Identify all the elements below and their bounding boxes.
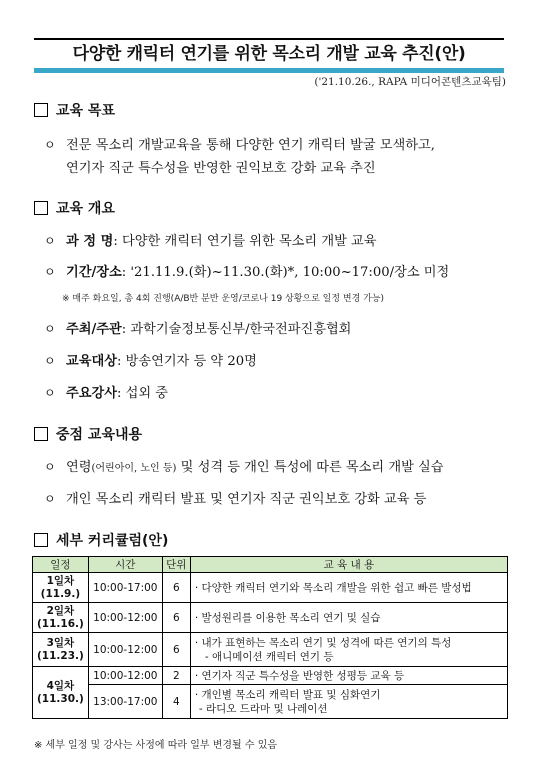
unit-cell: 6 [162,603,190,633]
content-text-1-small: (어린아이, 노인 등) [91,463,177,474]
unit-cell: 6 [162,633,190,667]
content-text-1b: 및 성격 등 개인 특성에 따른 목소리 개발 실습 [176,460,444,475]
header-unit: 단위 [162,557,190,573]
checkbox-square-icon [34,427,48,441]
unit-cell: 4 [162,685,190,719]
ring-bullet-icon: ㅇ [44,234,56,248]
table-row [33,685,508,719]
period-note: ※ 매주 화요일, 총 4회 진행(A/B반 분반 운영/코로나 19 상황으로 일정 변경 가능) [62,294,385,304]
goal-line-2 [66,156,536,182]
header-day: 일정 [33,557,89,573]
table-row [33,603,508,633]
section-heading-label: 세부 커리큘럼(안) [56,533,169,549]
day-date: (11.23.) [37,649,84,662]
unit-cell: 6 [162,573,190,603]
goal-line-1 [44,132,514,159]
content-text-1a: 연령 [66,460,92,475]
org-label: 주최/주관 [66,322,122,337]
footnote: ※ 세부 일정 및 강사는 사정에 따라 일부 변경될 수 있음 [34,740,278,751]
header-time: 시간 [88,557,162,573]
time-cell: 10:00-12:00 [88,603,162,633]
time-cell: 10:00-12:00 [88,667,162,685]
table-row [33,633,508,667]
content-line-1 [44,454,514,482]
day-label: 1일차 [46,574,75,587]
period-label: 기간/장소 [66,265,122,280]
day-cell [33,667,89,719]
ring-bullet-icon: ㅇ [44,265,56,279]
content-subline: - 애니메이션 캐릭터 연기 등 [204,650,334,663]
table-row [33,667,508,685]
content-cell [190,633,507,667]
table-header-row [33,557,508,573]
lecturer-value: : 섭외 중 [116,386,169,401]
section-heading-label: 교육 목표 [56,103,115,119]
ring-bullet-icon: ㅇ [44,460,56,474]
title-banner [34,38,504,73]
ring-bullet-icon: ㅇ [44,322,56,336]
checkbox-square-icon [34,201,48,215]
overview-course [44,228,514,255]
header-content: 교 육 내 용 [190,557,507,573]
target-value: : 방송연기자 등 약 20명 [116,354,257,369]
section-heading-content [34,424,142,444]
overview-target [44,348,514,375]
unit-cell: 2 [162,667,190,685]
content-cell: · 연기자 직군 특수성을 반영한 성평등 교육 등 [190,667,507,685]
ring-bullet-icon: ㅇ [44,138,56,152]
content-cell: · 다양한 캐릭터 연기와 목소리 개발을 위한 쉽고 빠른 발성법 [190,573,507,603]
day-cell [33,573,89,603]
day-cell [33,603,89,633]
goal-text-2: 연기자 직군 특수성을 반영한 권익보호 강화 교육 추진 [66,161,376,176]
content-line-2 [44,486,514,513]
course-value: : 다양한 캐릭터 연기를 위한 목소리 개발 교육 [113,234,377,249]
checkbox-square-icon [34,533,48,547]
content-subline: - 라디오 드라마 및 나레이션 [198,702,328,715]
content-text-2: 개인 목소리 캐릭터 발표 및 연기자 직군 권익보호 강화 교육 등 [66,492,427,507]
content-cell [190,685,507,719]
day-date: (11.9.) [40,587,81,600]
day-label: 2일차 [46,604,75,617]
day-date: (11.30.) [37,692,84,705]
day-label: 3일차 [46,636,75,649]
ring-bullet-icon: ㅇ [44,492,56,506]
table-row [33,573,508,603]
content-cell: · 발성원리를 이용한 목소리 연기 및 실습 [190,603,507,633]
day-date: (11.16.) [37,617,84,630]
overview-period [44,259,514,286]
goal-text-1: 전문 목소리 개발교육을 통해 다양한 연기 캐릭터 발굴 모색하고, [66,138,435,153]
page-title: 다양한 캐릭터 연기를 위한 목소리 개발 교육 추진(안) [34,40,504,68]
curriculum-table [32,556,508,719]
ring-bullet-icon: ㅇ [44,354,56,368]
section-heading-label: 교육 개요 [56,201,115,217]
time-cell: 13:00-17:00 [88,685,162,719]
section-heading-curriculum [34,530,168,550]
title-bottom-rule [34,68,504,73]
checkbox-square-icon [34,103,48,117]
section-heading-goal [34,100,115,120]
course-label: 과 정 명 [66,234,114,249]
period-value: : '21.11.9.(화)~11.30.(화)*, 10:00~17:00/장소 미정 [121,265,450,280]
dateline: ('21.10.26., RAPA 미디어콘텐츠교육팀) [314,76,506,88]
org-value: : 과학기술정보통신부/한국전파진흥협회 [121,322,352,337]
content-line: · 개인별 목소리 캐릭터 발표 및 심화연기 [194,688,381,701]
section-heading-overview [34,198,115,218]
time-cell: 10:00-17:00 [88,573,162,603]
ring-bullet-icon: ㅇ [44,386,56,400]
section-heading-label: 중점 교육내용 [56,427,143,443]
day-cell [33,633,89,667]
target-label: 교육대상 [66,354,117,369]
content-line: · 내가 표현하는 목소리 연기 및 성격에 따른 연기의 특성 [194,636,452,649]
overview-organizer [44,316,514,343]
overview-lecturer [44,380,514,407]
lecturer-label: 주요강사 [66,386,117,401]
time-cell: 10:00-12:00 [88,633,162,667]
day-label: 4일차 [46,679,75,692]
